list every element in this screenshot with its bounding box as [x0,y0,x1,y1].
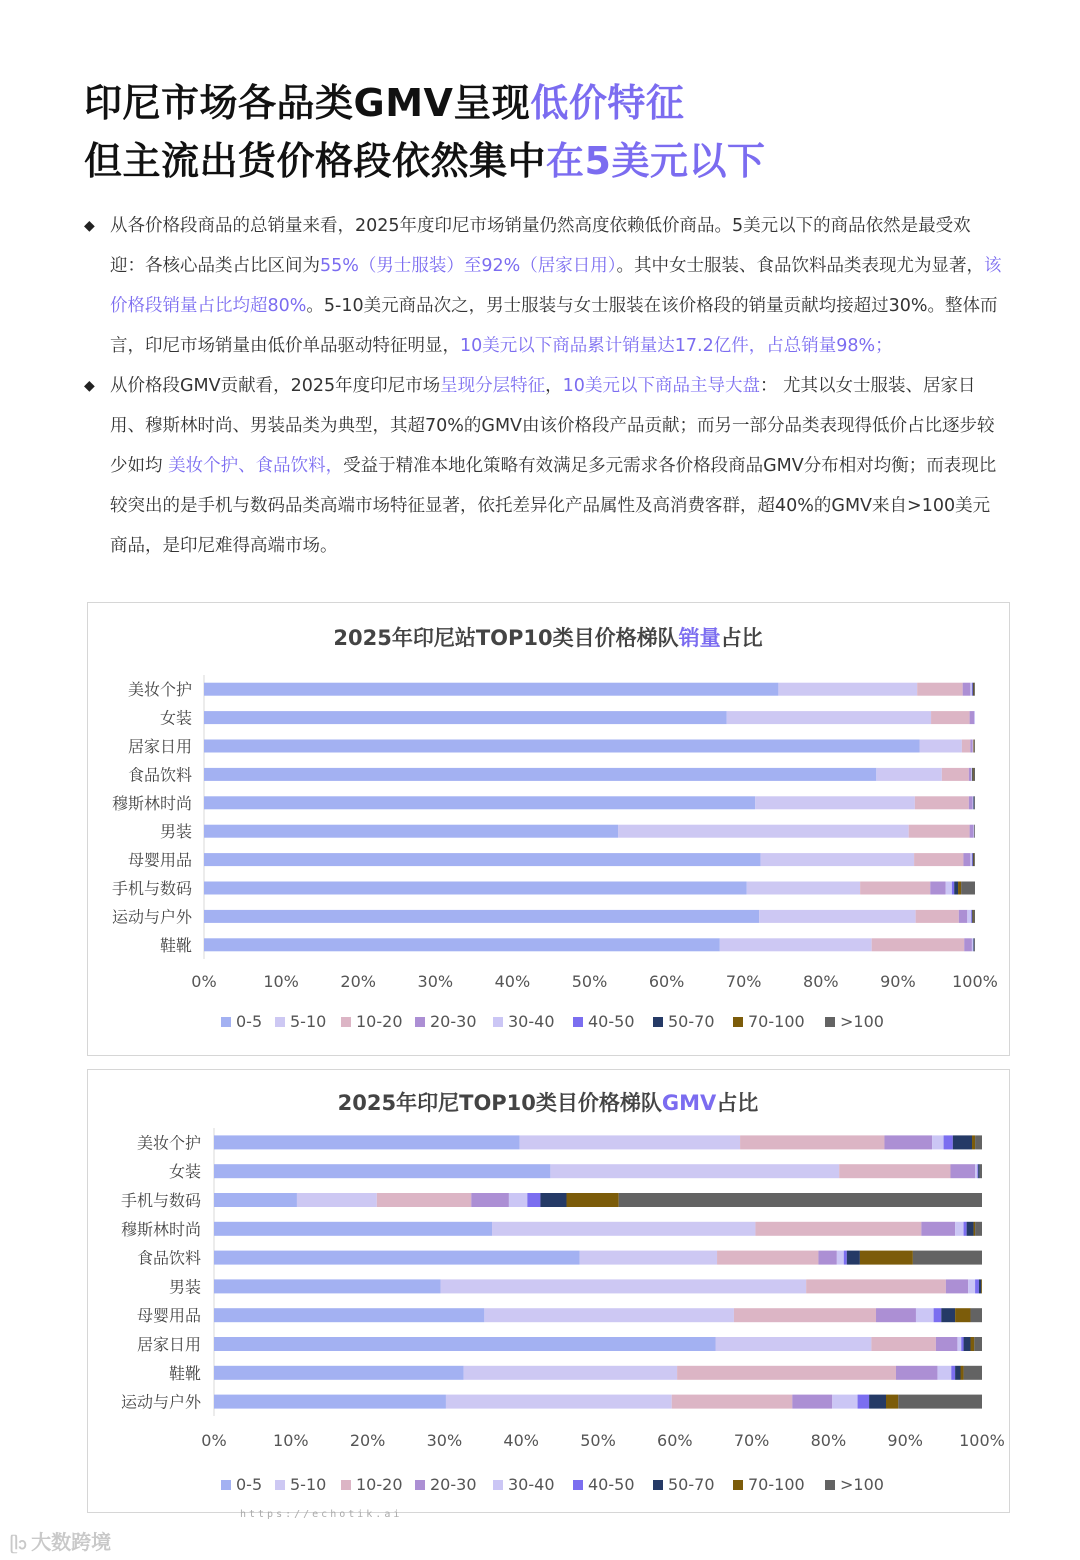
x-tick-label: 60% [648,972,685,991]
category-label: 手机与数码 [111,879,192,898]
category-label: 美妆个护 [136,1133,201,1153]
bar-segment [778,683,917,696]
legend-swatch [415,1017,425,1027]
bar-segment [970,740,972,753]
bar-segment [747,882,860,895]
bar-segment [618,825,909,838]
bar-segment [974,683,975,696]
bar-segment [973,796,974,809]
bar-segment [844,1251,847,1265]
x-tick-label: 80% [803,972,839,991]
bar-segment [975,1279,979,1293]
bar-segment [951,1164,976,1178]
x-tick-label: 30% [426,1431,463,1450]
bar-segment [876,768,942,781]
bar-segment [974,825,975,838]
bar-segment [441,1279,807,1293]
bar-segment [977,1164,978,1178]
gmv-stacked-bar-chart [88,1070,1009,1512]
legend-label: 30-40 [508,1475,555,1494]
bar-segment [973,910,975,923]
x-tick-label: 100% [952,972,998,991]
bar-segment [970,853,972,866]
legend-swatch [341,1017,351,1027]
bar-segment [898,1395,982,1409]
legend-swatch [825,1017,835,1027]
bar-segment [961,882,975,895]
bar-segment [954,882,958,895]
bar-segment [759,910,916,923]
brand-watermark: ᥫᩣ 大数跨境 [10,1530,112,1554]
x-tick-label: 20% [349,1431,386,1450]
category-label: 女装 [168,1162,201,1182]
bar-segment [931,711,970,724]
footer-url: https://echotik.ai [240,1509,403,1520]
bar-segment [974,853,975,866]
bar-segment [972,683,973,696]
title-line-2: 但主流出货价格段依然集中在5美元以下 [84,139,766,183]
bar-segment [972,1135,975,1149]
bar-segment [717,1251,818,1265]
diamond-icon: ◆ [84,218,95,234]
x-tick-label: 90% [887,1431,923,1450]
bar-segment [916,910,959,923]
bar-segment [214,1164,550,1178]
bar-segment [204,683,778,696]
x-tick-label: 100% [959,1431,1005,1450]
bar-segment [847,1251,860,1265]
bar-segment [761,853,914,866]
category-label: 鞋靴 [159,935,192,955]
legend-label: 40-50 [588,1012,635,1031]
bar-segment [720,938,872,951]
bar-segment [204,938,720,951]
bar-segment [953,1135,972,1149]
x-tick-label: 70% [725,972,762,991]
bar-segment [869,1395,886,1409]
bar-segment [972,910,973,923]
bar-segment [942,768,969,781]
bar-segment [963,853,970,866]
category-label: 居家日用 [136,1335,201,1354]
bar-segment [970,1308,982,1322]
page-title [84,74,765,190]
brand-logo-icon: ᥫᩣ [10,1534,28,1553]
bar-segment [952,882,954,895]
bar-segment [214,1337,716,1351]
bar-segment [951,1366,955,1380]
x-tick-label: 30% [417,972,454,991]
legend-label: 50-70 [668,1012,715,1031]
bar-segment [958,882,961,895]
bar-segment [971,768,972,781]
bar-segment [619,1193,982,1207]
category-label: 运动与户外 [120,1392,201,1412]
bar-segment [973,825,974,838]
bar-segment [860,882,930,895]
bar-segment [734,1308,876,1322]
category-label: 母婴用品 [127,850,192,870]
bar-segment [969,768,971,781]
bar-segment [955,1366,960,1380]
bar-segment [550,1164,839,1178]
x-tick-label: 50% [580,1431,616,1450]
legend-label: 70-100 [748,1475,805,1494]
bar-segment [884,1135,932,1149]
bar-segment [946,1279,968,1293]
legend-swatch [275,1017,285,1027]
bar-segment [672,1395,793,1409]
bar-segment [964,1337,971,1351]
x-tick-label: 70% [733,1431,770,1450]
bar-segment [921,1222,955,1236]
legend-label: 10-20 [356,1475,403,1494]
bar-segment [946,882,952,895]
bar-segment [973,683,974,696]
bar-segment [973,938,974,951]
bar-segment [837,1251,844,1265]
bar-segment [915,796,969,809]
bullet-list [84,206,1004,566]
legend-label: 70-100 [748,1012,805,1031]
bar-segment [979,1279,981,1293]
bar-segment [471,1193,509,1207]
category-label: 鞋靴 [168,1363,201,1383]
bar-segment [973,853,974,866]
legend-label: 0-5 [236,1012,263,1031]
category-label: 运动与户外 [111,907,192,927]
bar-segment [464,1366,677,1380]
bar-segment [214,1366,464,1380]
diamond-icon: ◆ [84,378,95,394]
bar-segment [896,1366,937,1380]
bar-segment [970,1337,974,1351]
legend-label: 20-30 [430,1012,477,1031]
bar-segment [297,1193,377,1207]
legend-label: 5-10 [290,1012,327,1031]
bar-segment [886,1395,898,1409]
bar-segment [527,1193,540,1207]
legend-swatch [493,1017,503,1027]
x-tick-label: 0% [201,1431,227,1450]
bar-segment [806,1279,946,1293]
x-tick-label: 40% [503,1431,539,1450]
category-label: 美妆个护 [127,680,192,700]
bar-segment [832,1395,857,1409]
bar-segment [964,1222,967,1236]
bar-segment [214,1193,297,1207]
bar-segment [974,711,975,724]
bar-segment [975,1135,982,1149]
bar-segment [755,1222,921,1236]
bar-segment [962,740,970,753]
bar-segment [492,1222,755,1236]
bar-segment [567,1193,619,1207]
x-tick-label: 80% [810,1431,847,1450]
bullet-2: ◆ 从价格段GMV贡献看，2025年度印尼市场呈现分层特征，10美元以下商品主导大盘： 尤其以女士服装、居家日用、穆斯林时尚、男装品类为典型，其超70%的GMV由该价格段产品贡献；而另一部分品类表现得低价占比逐步较少如均 美妆个护、食品饮料，受益于精准本地化策略有效满足多元需求各价格段商品GMV分布相对均衡；而表现比较突出的是手机与数码品类高端市场特征显著，依托差异化产品属性及高消费客群，超40%的GMV来自>100美元商品，是印尼难得高端市场。 [84,366,1004,566]
bar-segment [968,1279,975,1293]
bar-segment [944,1135,953,1149]
bar-segment [871,1337,936,1351]
bar-segment [580,1251,717,1265]
bar-segment [540,1193,566,1207]
bar-segment [963,683,971,696]
bar-segment [959,910,967,923]
bar-segment [970,825,974,838]
bar-segment [839,1164,950,1178]
category-label: 食品饮料 [127,765,192,785]
legend-label: 0-5 [236,1475,263,1494]
bar-segment [860,1251,913,1265]
bar-segment [930,882,945,895]
legend-label: 50-70 [668,1475,715,1494]
bar-segment [970,683,972,696]
bar-segment [971,910,972,923]
bar-segment [975,1222,982,1236]
bullet-1: ◆ 从各价格段商品的总销量来看，2025年度印尼市场销量仍然高度依赖低价商品。5美元以下的商品依然是最受欢迎：各核心品类占比区间为55%（男士服装）至92%（居家日用）。其中女士服装、食品饮料品类表现尤为显著，该价格段销量占比均超80%。5-10美元商品次之，男士服装与女士服装在该价格段的销量贡献均接超过30%。整体而言，印尼市场销量由低价单品驱动特征明显，10美元以下商品累计销量达17.2亿件，占总销量98%； [84,206,1004,366]
bar-segment [914,853,963,866]
bar-segment [974,740,975,753]
bar-segment [973,910,974,923]
bar-segment [937,1366,951,1380]
legend-swatch [573,1017,583,1027]
bar-segment [204,768,876,781]
category-label: 手机与数码 [120,1191,201,1210]
bar-segment [941,1308,955,1322]
x-tick-label: 10% [273,1431,309,1450]
legend-swatch [341,1480,351,1490]
bar-segment [214,1251,580,1265]
bar-segment [969,796,973,809]
bar-segment [919,740,961,753]
bar-segment [727,711,931,724]
category-label: 穆斯林时尚 [120,1219,201,1239]
bar-segment [957,1337,961,1351]
bar-segment [932,1135,944,1149]
bar-segment [792,1395,832,1409]
legend-swatch [221,1017,231,1027]
bar-segment [972,853,973,866]
x-tick-label: 20% [340,972,376,991]
bar-segment [916,1308,934,1322]
bar-segment [974,1222,976,1236]
bar-segment [973,683,974,696]
bar-segment [377,1193,471,1207]
bar-segment [955,1222,963,1236]
category-label: 穆斯林时尚 [111,793,192,813]
legend-swatch [733,1480,743,1490]
bar-segment [964,938,972,951]
bar-segment [214,1222,492,1236]
bar-segment [967,910,971,923]
bar-segment [972,938,974,951]
bar-segment [204,711,727,724]
bar-segment [740,1135,884,1149]
bar-segment [973,740,974,753]
bar-segment [446,1395,672,1409]
bar-segment [716,1337,872,1351]
legend-label: 30-40 [508,1012,555,1031]
bar-segment [876,1308,916,1322]
legend-label: >100 [840,1012,884,1031]
bar-segment [484,1308,734,1322]
x-tick-label: 40% [494,972,531,991]
bar-segment [204,910,759,923]
bar-segment [872,938,965,951]
bar-segment [974,796,975,809]
x-tick-label: 50% [571,972,608,991]
bar-segment [974,1337,982,1351]
bar-segment [520,1135,740,1149]
bar-segment [981,1279,982,1293]
category-label: 母婴用品 [136,1306,201,1326]
category-label: 居家日用 [127,737,192,756]
bar-segment [973,740,974,753]
bar-segment [974,938,975,951]
bar-segment [973,796,974,809]
bar-segment [858,1395,870,1409]
title-line-1: 印尼市场各品类GMV呈现低价特征 [84,81,685,125]
bar-segment [214,1279,441,1293]
legend-swatch [653,1480,663,1490]
sales-chart-panel [87,602,1010,1056]
bar-segment [980,1164,982,1178]
legend-label: 5-10 [290,1475,327,1494]
x-tick-label: 90% [880,972,916,991]
x-tick-label: 60% [657,1431,693,1450]
category-label: 食品饮料 [136,1248,201,1268]
bar-segment [818,1251,836,1265]
bar-segment [934,1308,942,1322]
bar-segment [975,1164,977,1178]
legend-swatch [493,1480,503,1490]
bar-segment [909,825,970,838]
bar-segment [677,1366,896,1380]
x-tick-label: 10% [263,972,299,991]
bar-segment [936,1337,958,1351]
gmv-chart-panel [87,1069,1010,1513]
chart-title: 2025年印尼TOP10类目价格梯队GMV占比 [337,1091,759,1115]
bar-segment [972,768,973,781]
legend-swatch [275,1480,285,1490]
bar-segment [917,683,962,696]
legend-swatch [415,1480,425,1490]
category-label: 女装 [159,708,192,728]
bar-segment [973,768,974,781]
bar-segment [214,1308,484,1322]
sales-stacked-bar-chart [88,603,1009,1055]
legend-label: 40-50 [588,1475,635,1494]
bar-segment [204,796,755,809]
legend-swatch [733,1017,743,1027]
bar-segment [214,1395,446,1409]
bar-segment [204,853,761,866]
legend-swatch [825,1480,835,1490]
bar-segment [973,853,974,866]
bar-segment [204,825,618,838]
legend-label: >100 [840,1475,884,1494]
bar-segment [970,711,975,724]
bar-segment [973,768,975,781]
chart-title: 2025年印尼站TOP10类目价格梯队销量占比 [333,626,763,650]
bar-segment [204,740,919,753]
bar-segment [955,1308,970,1322]
bar-segment [214,1135,520,1149]
category-label: 男装 [159,822,192,842]
legend-swatch [221,1480,231,1490]
bar-segment [964,1366,982,1380]
category-label: 男装 [168,1277,201,1297]
x-tick-label: 0% [191,972,217,991]
bar-segment [967,1222,974,1236]
legend-label: 10-20 [356,1012,403,1031]
legend-swatch [653,1017,663,1027]
bar-segment [961,1337,963,1351]
bar-segment [204,882,747,895]
legend-swatch [573,1480,583,1490]
bar-segment [509,1193,527,1207]
bar-segment [961,1366,964,1380]
bar-segment [978,1164,980,1178]
bar-segment [755,796,915,809]
legend-label: 20-30 [430,1475,477,1494]
bar-segment [913,1251,982,1265]
